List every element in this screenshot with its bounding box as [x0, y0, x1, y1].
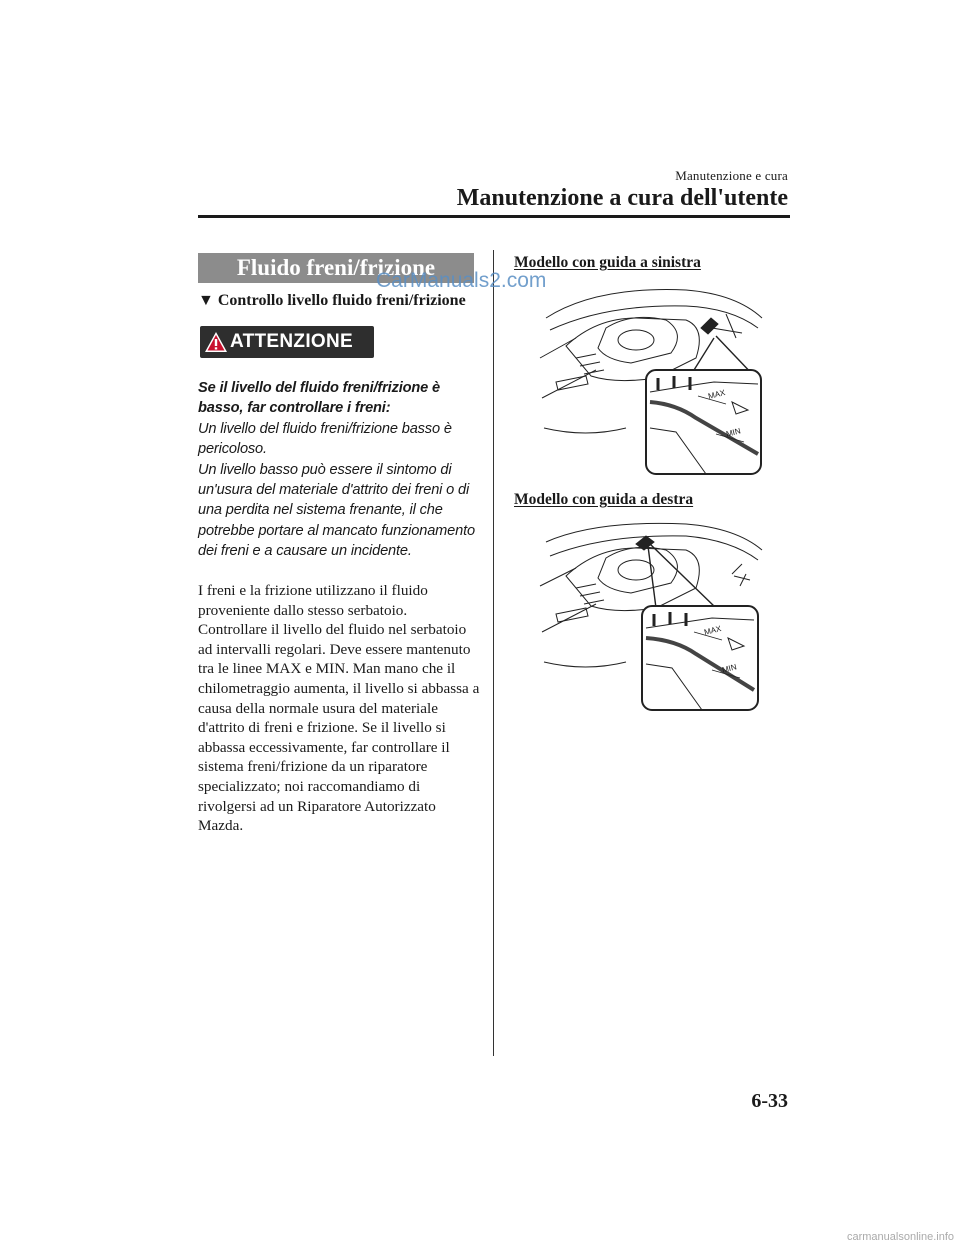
- running-header-section: Manutenzione e cura: [675, 168, 788, 183]
- subheading: [198, 292, 466, 310]
- warning-text-2: Un livello basso può essere il sintomo di un'usura del materiale d'attrito dei freni o di una perdita nel sistema frenante, il che potrebbe portare al mancato funzionamento dei freni e a causare un incidente.: [198, 461, 475, 560]
- warning-label-text: ATTENZIONE: [230, 331, 353, 352]
- warning-triangle-icon: [204, 331, 228, 353]
- watermark-bottom: carmanualsonline.info: [846, 1231, 954, 1243]
- header-rule: [198, 215, 790, 218]
- running-header-title: Manutenzione a cura dell'utente: [456, 185, 788, 211]
- engine-bay-illustration-rhd: [536, 516, 766, 716]
- triangle-marker-icon: ▼: [198, 292, 214, 309]
- engine-bay-illustration-lhd: [536, 278, 766, 478]
- watermark-top: CarManuals2.com: [376, 269, 547, 292]
- warning-bold-line: Se il livello del fluido freni/frizione è basso, far controllare i freni:: [198, 380, 440, 417]
- figure-caption-left-hand-drive: Modello con guida a sinistra: [514, 254, 701, 271]
- max-line-label: MAX: [703, 624, 723, 637]
- max-line-label: MAX: [707, 388, 727, 401]
- warning-text-1: Un livello del fluido freni/frizione basso è pericoloso.: [198, 420, 452, 458]
- section-banner: Fluido freni/frizione: [198, 253, 474, 283]
- warning-label: [200, 326, 374, 358]
- body-paragraph: I freni e la frizione utilizzano il fluido proveniente dallo stesso serbatoio. Controllare il livello del fluido nel serbatoio ad intervalli regolari. Deve essere mantenuto tra le linee MAX e MIN. Man mano che il chilometraggio aumenta, il livello si abbassa a causa della normale usura del materiale d'attrito di freni e frizione. Se il livello si abbassa eccessivamente, far controllare il sistema freni/frizione da un riparatore specializzato; noi raccomandiamo di rivolgersi ad un Riparatore Autorizzato Mazda.: [198, 582, 480, 835]
- min-line-label: MIN: [721, 662, 738, 675]
- page-number: 6-33: [751, 1090, 788, 1112]
- figure-caption-right-hand-drive: Modello con guida a destra: [514, 491, 694, 508]
- min-line-label: MIN: [725, 426, 742, 439]
- subheading-text: Controllo livello fluido freni/frizione: [217, 292, 466, 309]
- warning-body: [198, 378, 480, 562]
- column-divider: [493, 250, 494, 1056]
